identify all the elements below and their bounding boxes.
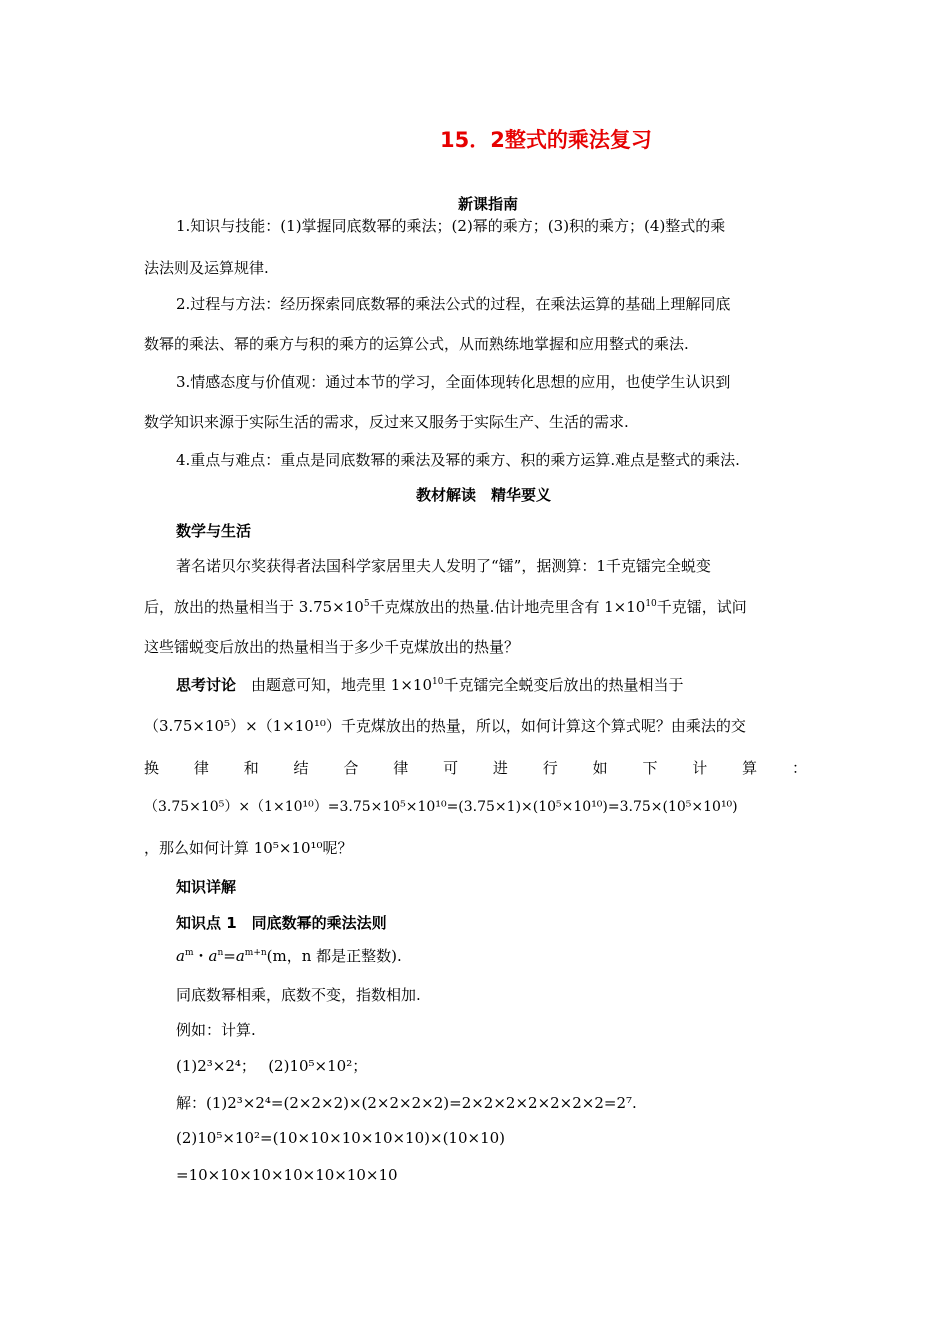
paragraph-line: (2)10⁵×10²=(10×10×10×10×10)×(10×10) <box>176 1129 506 1147</box>
paragraph-line: 这些镭蜕变后放出的热量相当于多少千克煤放出的热量？ <box>144 638 520 656</box>
spread-char: 律 <box>393 759 409 777</box>
paragraph-line: （3.75×10⁵）×（1×10¹⁰）=3.75×10⁵×10¹⁰=(3.75×1)×(10⁵×10¹⁰)=3.75×(10⁵×10¹⁰) <box>144 799 738 815</box>
paragraph-line: 同底数幂相乘，底数不变，指数相加. <box>176 986 421 1004</box>
paragraph-line: 思考讨论 由题意可知，地壳里 $1\times 10^{10}$千克镭完全蜕变后放出的热量相当于 <box>176 676 684 694</box>
paragraph-line: 例如：计算. <box>176 1021 256 1039</box>
paragraph-line: 后，放出的热量相当于 $3.75\times 10^5$千克煤放出的热量.估计地壳里含有 $1\times 10^{10}$千克镭，试问 <box>144 598 747 616</box>
paragraph-line: 数幂的乘法、幂的乘方与积的乘方的运算公式，从而熟练地掌握和应用整式的乘法. <box>144 335 689 353</box>
spread-char: 结 <box>293 759 309 777</box>
spread-char: 可 <box>443 759 459 777</box>
paragraph-line: 解：(1)2³×2⁴=(2×2×2)×(2×2×2×2)=2×2×2×2×2×2×2=2⁷. <box>176 1094 637 1112</box>
section-heading-textbook: 教材解读 精华要义 <box>416 486 552 504</box>
paragraph-line: ，那么如何计算 10⁵×10¹⁰呢？ <box>144 839 353 857</box>
subheading-math-life: 数学与生活 <box>176 522 252 540</box>
paragraph-line: 数学知识来源于实际生活的需求，反过来又服务于实际生产、生活的需求. <box>144 413 629 431</box>
paragraph-line: =10×10×10×10×10×10×10 <box>176 1166 398 1184</box>
paragraph-line: 著名诺贝尔奖获得者法国科学家居里夫人发明了“镭”，据测算：1千克镭完全蜕变 <box>176 557 711 575</box>
spread-char: 行 <box>542 759 558 777</box>
spread-char: 如 <box>592 759 608 777</box>
page-title: 15．2整式的乘法复习 <box>440 128 652 152</box>
paragraph-line: 1.知识与技能：(1)掌握同底数幂的乘法；(2)幂的乘方；(3)积的乘方；(4)整式的乘 <box>176 217 726 235</box>
paragraph-line: 2.过程与方法：经历探索同底数幂的乘法公式的过程，在乘法运算的基础上理解同底 <box>176 295 731 313</box>
spread-char: 合 <box>343 759 359 777</box>
paragraph-line: (1)2³×2⁴； (2)10⁵×10²； <box>176 1057 368 1075</box>
justified-line <box>144 757 807 778</box>
spread-char: 律 <box>193 759 209 777</box>
spread-char: 算 <box>742 759 758 777</box>
spread-char: 进 <box>492 759 508 777</box>
subheading-knowledge: 知识详解 <box>176 878 237 896</box>
think-label: 思考讨论 <box>176 676 237 694</box>
paragraph-line: （3.75×10⁵）×（1×10¹⁰）千克煤放出的热量，所以，如何计算这个算式呢？由乘法的交 <box>144 717 746 735</box>
spread-char: 下 <box>642 759 658 777</box>
spread-char: 和 <box>243 759 259 777</box>
spread-char: 计 <box>692 759 708 777</box>
spread-char: 换 <box>144 759 160 777</box>
paragraph-line: 3.情感态度与价值观：通过本节的学习，全面体现转化思想的应用，也使学生认识到 <box>176 373 731 391</box>
knowledge-point-1: 知识点 1 同底数幂的乘法法则 <box>176 914 387 932</box>
paragraph-line: 4.重点与难点：重点是同底数幂的乘法及幂的乘方、积的乘方运算.难点是整式的乘法. <box>176 451 740 469</box>
paragraph-line: 法法则及运算规律. <box>144 259 269 277</box>
spread-char: ： <box>791 759 807 777</box>
section-heading-new-lesson: 新课指南 <box>458 195 519 213</box>
formula-line: $a^m$・$a^n=a^{m+n}(m$，n 都是正整数). <box>176 947 402 965</box>
